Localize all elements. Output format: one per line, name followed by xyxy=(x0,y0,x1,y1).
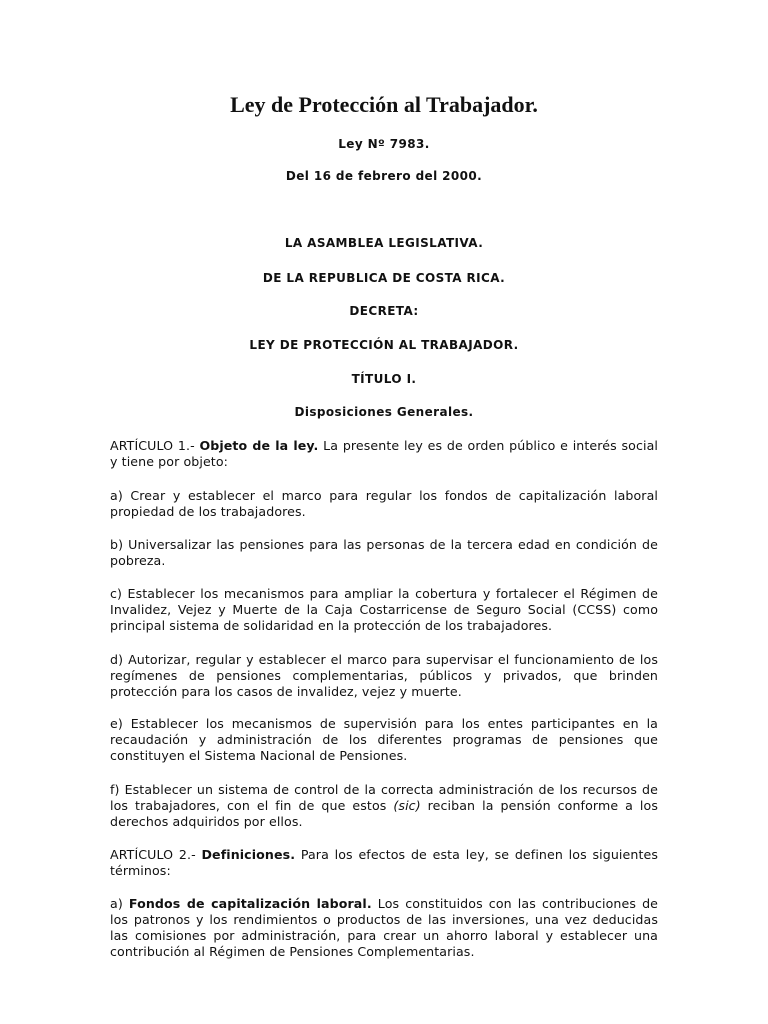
title-number-heading: TÍTULO I. xyxy=(351,372,417,386)
article-1-prefix: ARTÍCULO 1.- xyxy=(110,438,200,453)
article-1-text: La presente ley es de orden público e interés social y tiene por objeto: xyxy=(110,438,659,469)
law-date: Del 16 de febrero del 2000. xyxy=(285,169,483,183)
section-heading: Disposiciones Generales. xyxy=(294,405,474,419)
article-2-text: Para los efectos de esta ley, se definen los siguientes términos: xyxy=(110,847,658,878)
definition-a-prefix: a) xyxy=(110,896,129,911)
article-2-paragraph xyxy=(110,847,658,879)
definition-a-text: Los constituidos con las contribuciones de los patronos y los rendimientos o productos de las inversiones, una vez deducidas las comisiones por administración, para crear un ahorro laboral y establecer una contribución al Régimen de Pensiones Complementarias. xyxy=(110,896,659,959)
item-f-text-start: f) Establecer un sistema de control de la correcta administración de los recursos de los trabajadores, con el fin de que estos xyxy=(110,782,658,813)
article-1-paragraph xyxy=(110,438,658,470)
article-2-heading: Definiciones. xyxy=(201,847,296,862)
item-d-paragraph: d) Autorizar, regular y establecer el marco para supervisar el funcionamiento de los regímenes de pensiones complementarias, públicos y privados, que brinden protección para los casos de invalidez, vejez y muerte. xyxy=(110,652,658,699)
definition-a-heading: Fondos de capitalización laboral. xyxy=(128,896,372,911)
item-e-paragraph: e) Establecer los mecanismos de supervisión para los entes participantes en la recaudación y administración de los diferentes programas de pensiones que constituyen el Sistema Nacional de Pensiones. xyxy=(110,716,658,763)
definition-a-paragraph xyxy=(110,896,658,960)
assembly-heading: LA ASAMBLEA LEGISLATIVA. xyxy=(284,236,484,250)
republic-heading: DE LA REPUBLICA DE COSTA RICA. xyxy=(262,271,506,285)
item-f-text-end: reciban la pensión conforme a los derechos adquiridos por ellos. xyxy=(110,798,659,829)
item-b-paragraph: b) Universalizar las pensiones para las personas de la tercera edad en condición de pobreza. xyxy=(110,537,658,568)
decreta-heading: DECRETA: xyxy=(349,304,419,318)
law-name-heading: LEY DE PROTECCIÓN AL TRABAJADOR. xyxy=(249,338,519,352)
article-2-prefix: ARTÍCULO 2.- xyxy=(110,847,202,862)
item-c-paragraph: c) Establecer los mecanismos para ampliar la cobertura y fortalecer el Régimen de Invalidez, Vejez y Muerte de la Caja Costarricense de Seguro Social (CCSS) como principal sistema de solidaridad en la protección de los trabajadores. xyxy=(110,586,658,633)
document-title: Ley de Protección al Trabajador. xyxy=(230,92,538,117)
item-f-sic: (sic) xyxy=(393,798,421,813)
law-number: Ley Nº 7983. xyxy=(338,137,430,151)
item-a-paragraph: a) Crear y establecer el marco para regular los fondos de capitalización laboral propiedad de los trabajadores. xyxy=(110,488,658,519)
item-f-paragraph xyxy=(110,782,658,830)
article-1-heading: Objeto de la ley. xyxy=(199,438,319,453)
